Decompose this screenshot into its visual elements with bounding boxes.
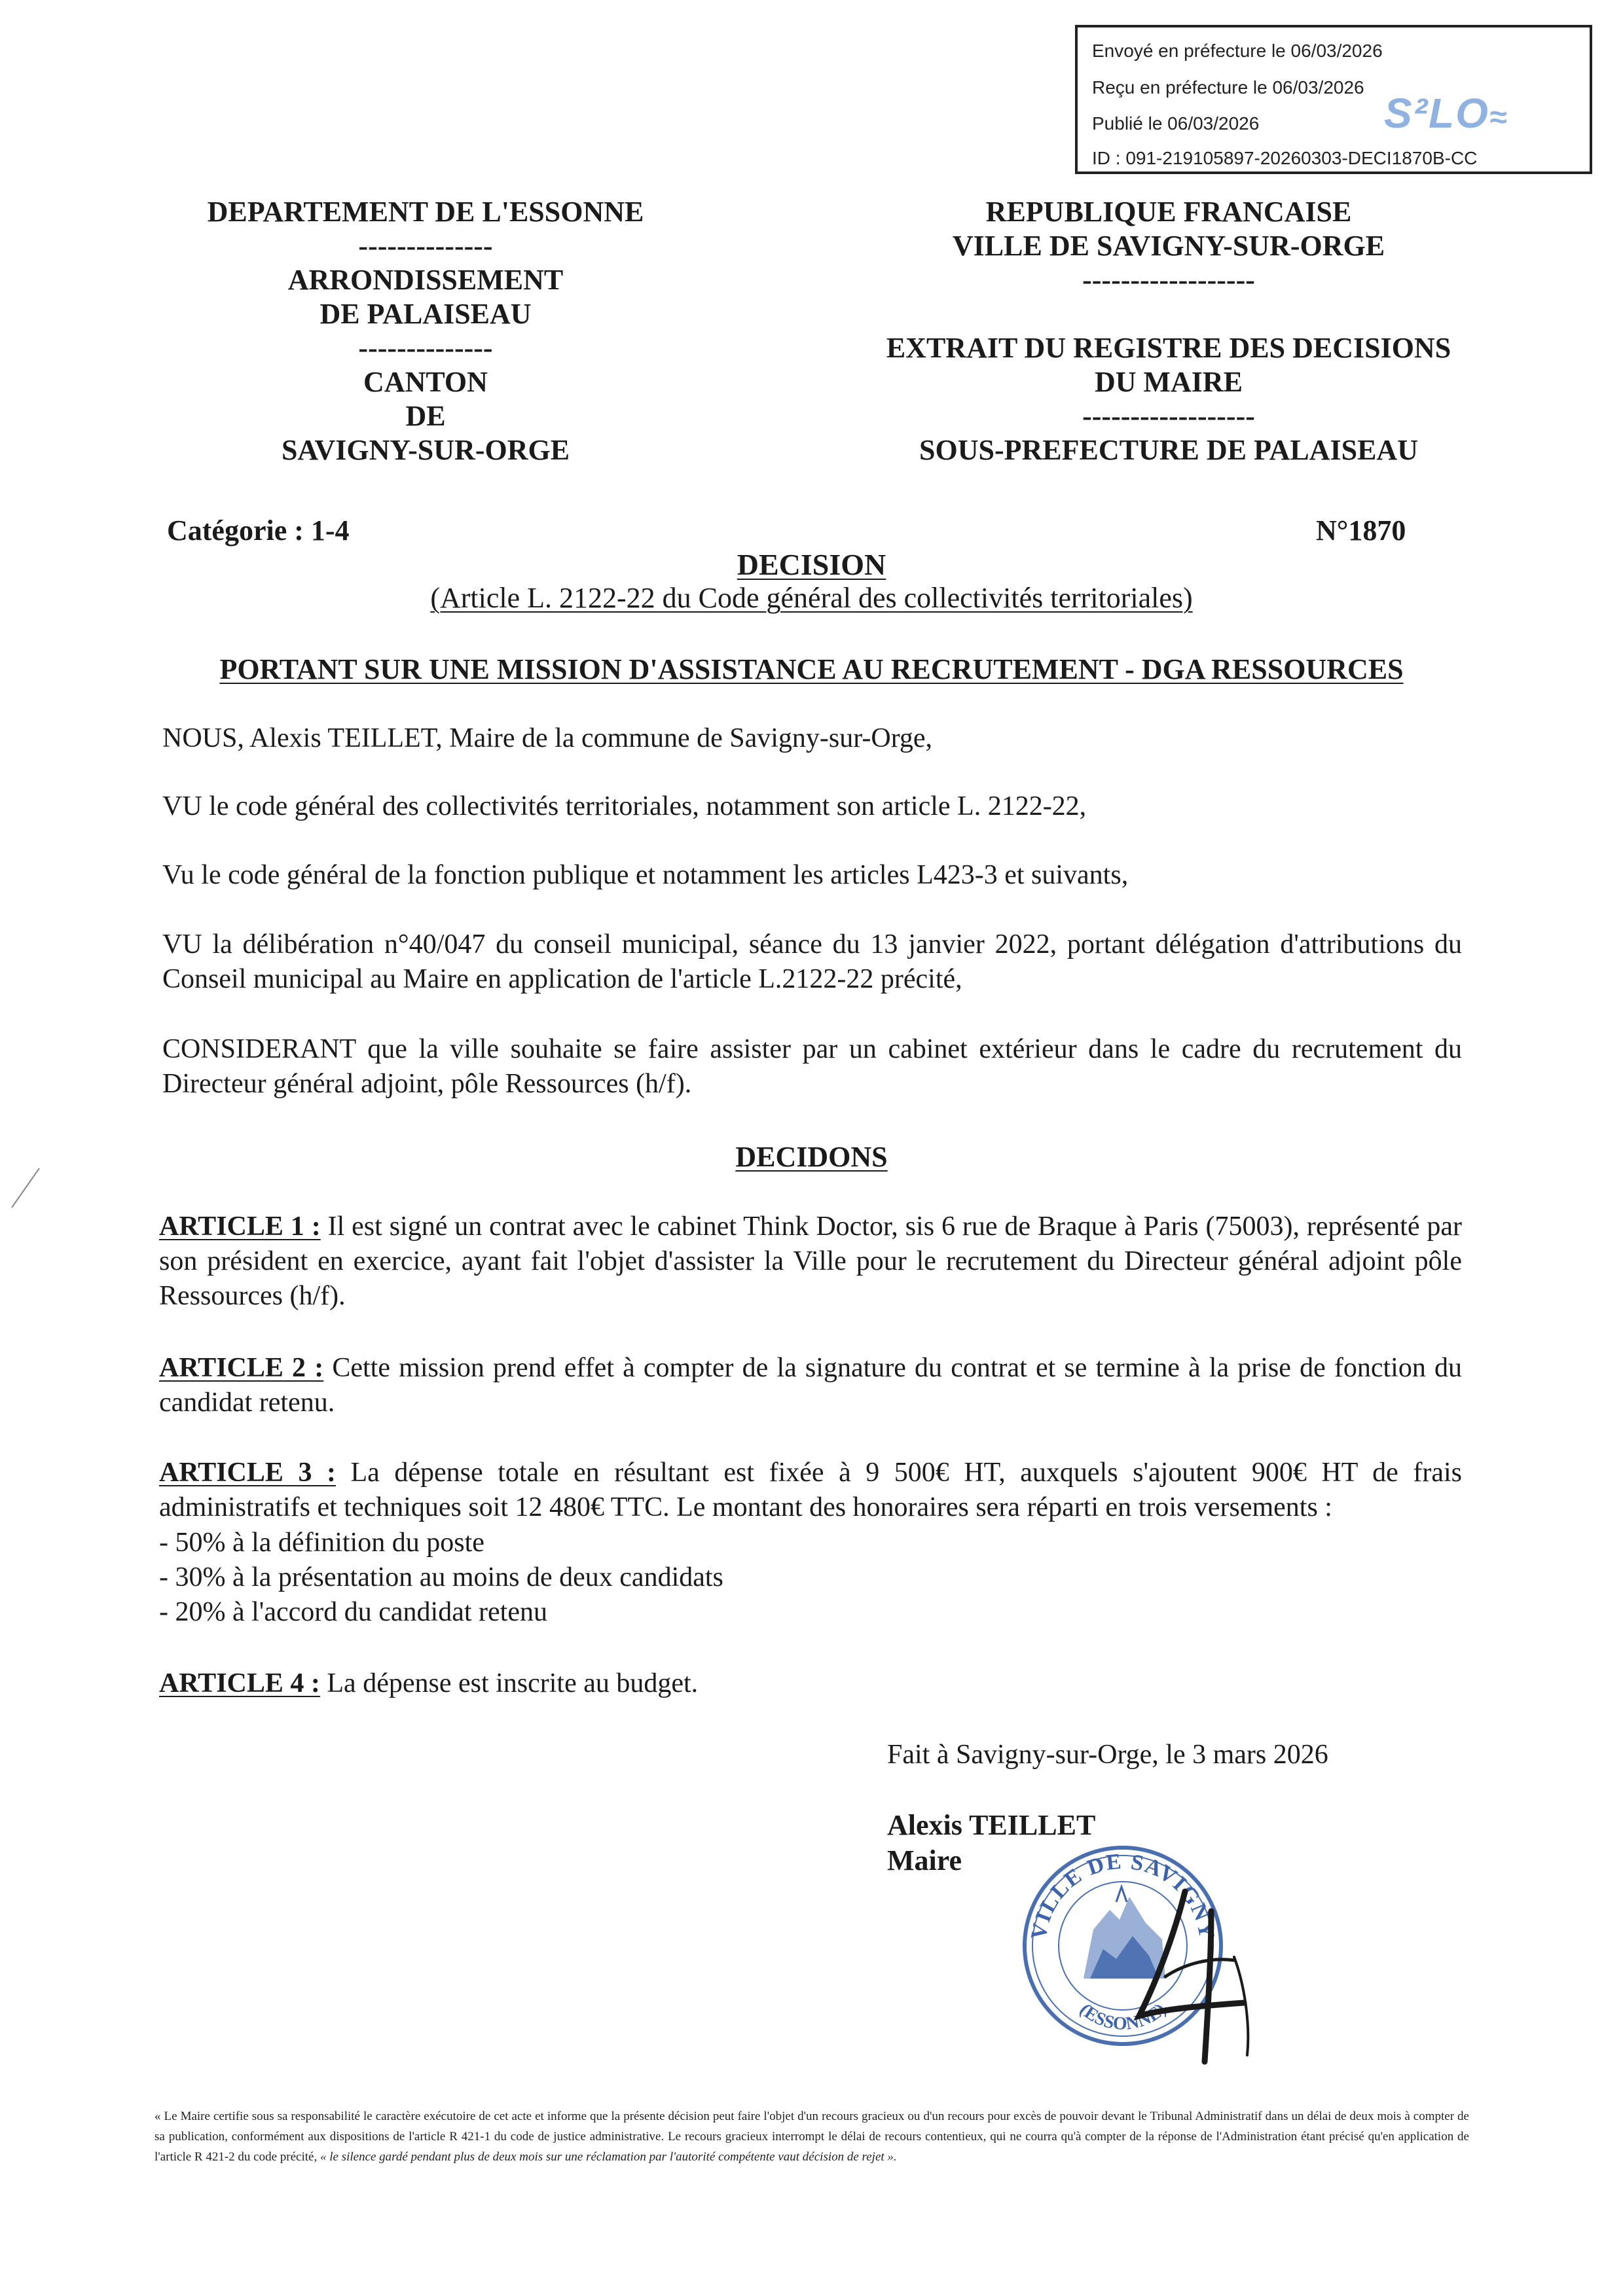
list-item: - 30% à la présentation au moins de deux candidats: [159, 1562, 723, 1592]
article-text: Cette mission prend effet à compter de la signature du contrat et se termine à la prise de fonction du candidat retenu.: [159, 1353, 1462, 1418]
article-label: ARTICLE 1 :: [159, 1211, 321, 1242]
canton-line1: CANTON: [363, 366, 488, 398]
stamp-published: Publié le 06/03/2026: [1092, 113, 1260, 134]
decision-legal-reference: (Article L. 2122-22 du Code général des collectivités territoriales): [430, 582, 1193, 614]
place-and-date: Fait à Savigny-sur-Orge, le 3 mars 2026: [887, 1740, 1328, 1770]
republic: REPUBLIQUE FRANCAISE: [985, 196, 1352, 228]
separator: ------------------: [1082, 400, 1255, 432]
header-left: [164, 195, 687, 467]
arrondissement-line2: DE PALAISEAU: [319, 298, 532, 330]
article-label: ARTICLE 2 :: [159, 1353, 324, 1383]
separator: --------------: [358, 332, 493, 364]
legal-notice-footer: [155, 2106, 1469, 2167]
handwritten-signature: [1113, 1885, 1270, 2068]
transmission-stamp: [1075, 25, 1592, 174]
arrondissement-line1: ARRONDISSEMENT: [287, 264, 564, 296]
recital-considerant: CONSIDERANT que la ville souhaite se faire assister par un cabinet extérieur dans le cadre du recrutement du Directeur général adjoint, pôle Ressources (h/f).: [162, 1034, 1462, 1099]
list-item: - 20% à l'accord du candidat retenu: [159, 1597, 547, 1627]
recital-vu-cgct: VU le code général des collectivités territoriales, notamment son article L. 2122-22,: [162, 791, 1087, 821]
article-4: [159, 1666, 1462, 1701]
header-right: [835, 195, 1503, 467]
stamp-id: ID : 091-219105897-20260303-DECI1870B-CC: [1092, 148, 1478, 168]
separator: ------------------: [1082, 264, 1255, 296]
decision-subject: PORTANT SUR UNE MISSION D'ASSISTANCE AU RECRUTEMENT - DGA RESSOURCES: [219, 653, 1404, 685]
article-label: ARTICLE 4 :: [159, 1668, 320, 1698]
registry-line1: EXTRAIT DU REGISTRE DES DECISIONS: [886, 332, 1451, 364]
decision-title: DECISION: [737, 548, 886, 581]
category: Catégorie : 1-4: [167, 514, 350, 547]
canton-line3: SAVIGNY-SUR-ORGE: [281, 434, 570, 466]
seal-top-text: VILLE DE SAVIGNY: [1027, 1849, 1219, 1942]
seal-bottom-text: (ESSONNE): [1075, 1999, 1171, 2034]
decidons-heading: DECIDONS: [735, 1141, 888, 1173]
separator: --------------: [358, 230, 493, 262]
recital-vu-deliberation: VU la délibération n°40/047 du conseil municipal, séance du 13 janvier 2022, portant délégation d'attributions du Conseil municipal au Maire en application de l'article L.2122-22 précité,: [162, 929, 1462, 994]
dept-name: DEPARTEMENT DE L'ESSONNE: [207, 196, 644, 228]
recital-nous: NOUS, Alexis TEILLET, Maire de la commune de Savigny-sur-Orge,: [162, 723, 933, 753]
signatory-name: Alexis TEILLET: [887, 1809, 1096, 1841]
decision-number: N°1870: [1316, 514, 1406, 547]
article-text: La dépense est inscrite au budget.: [319, 1668, 699, 1698]
margin-mark: [7, 1165, 46, 1211]
article-label: ARTICLE 3 :: [159, 1458, 336, 1488]
footer-main: « Le Maire certifie sous sa responsabilité le caractère exécutoire de cet acte et informe que la présente décision peut faire l'objet d'un recours gracieux ou d'un recours pour excès de pouvoir devant le Tribunal Administratif dans un délai de deux mois à compter de sa publication, conformément aux dispositions de l'article R 421-1 du code de justice administrative. Le recours gracieux interrompt le délai de recours contentieux, qui ne courra qu'à compter de la réponse de l'Administration étant précisé qu'en application de l'article R 421-2 du code précité,: [155, 2109, 1469, 2164]
stamp-sent: Envoyé en préfecture le 06/03/2026: [1092, 41, 1383, 61]
article-text: La dépense totale en résultant est fixée à 9 500€ HT, auxquels s'ajoutent 900€ HT de frais administratifs et techniques soit 12 480€ TTC. Le montant des honoraires sera réparti en trois versements :: [159, 1458, 1462, 1522]
footer-italic: « le silence gardé pendant plus de deux mois sur une réclamation par l'autorité compétente vaut décision de rejet ».: [319, 2150, 897, 2164]
s2lo-logo: S²LO≈: [1384, 90, 1508, 137]
list-item: - 50% à la définition du poste: [159, 1528, 484, 1558]
article-3: [159, 1456, 1462, 1525]
article-2: [159, 1351, 1462, 1420]
article-1: [159, 1210, 1462, 1314]
registry-line2: DU MAIRE: [1094, 366, 1243, 398]
sub-prefecture: SOUS-PREFECTURE DE PALAISEAU: [919, 434, 1418, 466]
recital-vu-cgfp: Vu le code général de la fonction publique et notamment les articles L423-3 et suivants,: [162, 860, 1129, 890]
canton-line2: DE: [405, 400, 446, 432]
article-text: Il est signé un contrat avec le cabinet Think Doctor, sis 6 rue de Braque à Paris (75003), représenté par son président en exercice, ayant fait l'objet d'assister la Ville pour le recrutement du Directeur général adjoint pôle Ressources (h/f).: [159, 1211, 1463, 1311]
stamp-received: Reçu en préfecture le 06/03/2026: [1092, 77, 1364, 98]
signatory-role: Maire: [887, 1844, 962, 1876]
article-3-payment-list: [159, 1526, 1462, 1630]
city: VILLE DE SAVIGNY-SUR-ORGE: [952, 230, 1385, 262]
